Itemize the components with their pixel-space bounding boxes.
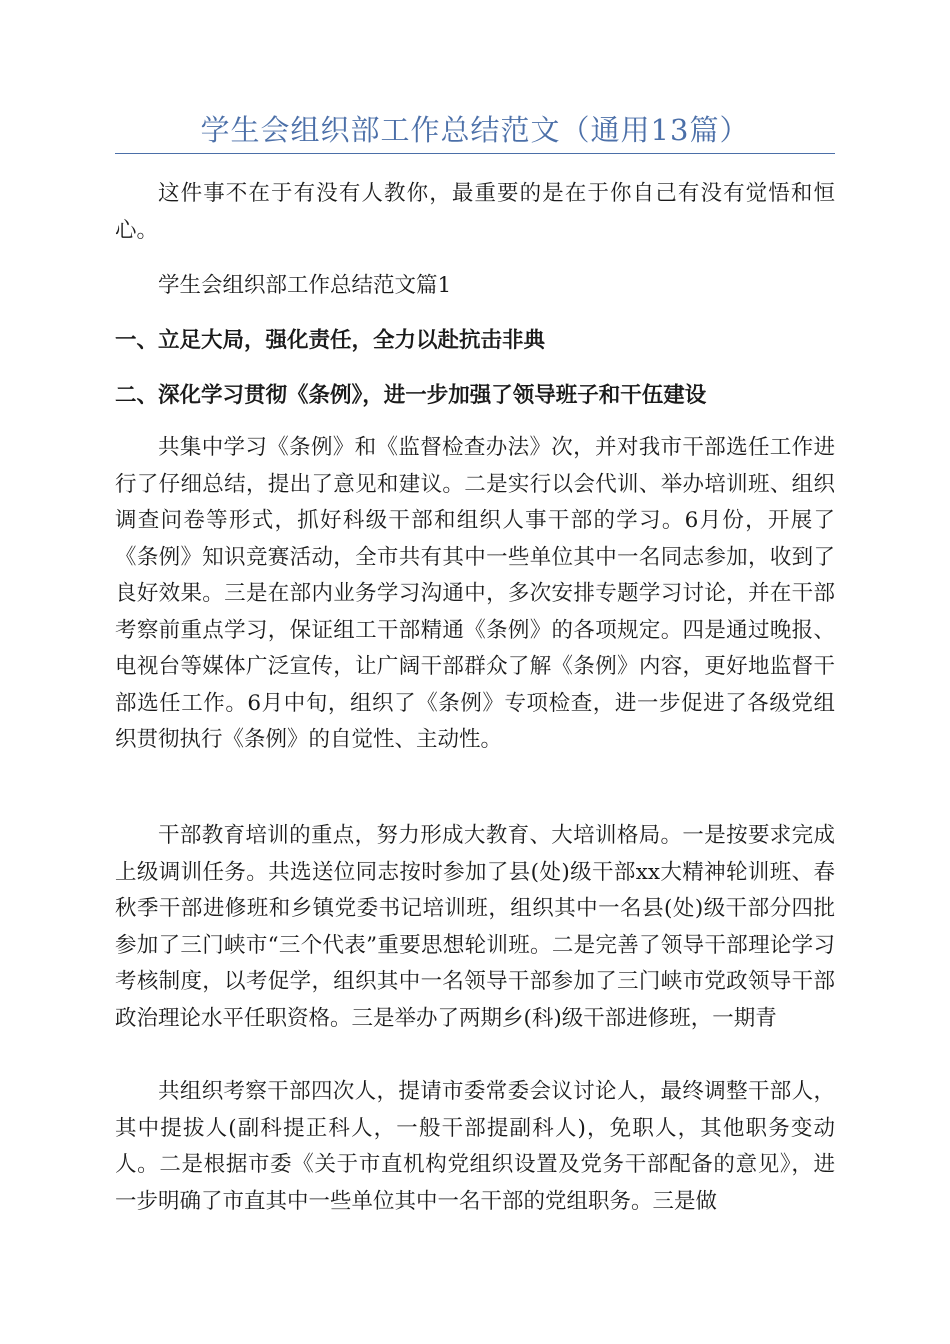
heading-2: 二、深化学习贯彻《条例》，进一步加强了领导班子和干伍建设 [115, 383, 707, 408]
body-paragraph-3: 共组织考察干部四次人，提请市委常委会议讨论人，最终调整干部人，其中提拔人(副科提正科人，一般干部提副科人)，免职人，其他职务变动人。二是根据市委《关于市直机构党组织设置及党务干部配备的意见》，进一步明确了市直其中一些单位其中一名干部的党组职务。三是做 [115, 1079, 835, 1214]
title-underline [115, 153, 835, 154]
intro-paragraph: 这件事不在于有没有人教你，最重要的是在于你自己有没有觉悟和恒心。 [115, 181, 835, 243]
body-paragraph-1: 共集中学习《条例》和《监督检查办法》次，并对我市干部选任工作进行了仔细总结，提出了意见和建议。二是实行以会代训、举办培训班、组织调查问卷等形式，抓好科级干部和组织人事干部的学习。6月份，开展了《条例》知识竞赛活动，全市共有其中一些单位其中一名同志参加，收到了良好效果。三是在部内业务学习沟通中，多次安排专题学习讨论，并在干部考察前重点学习，保证组工干部精通《条例》的各项规定。四是通过晚报、电视台等媒体广泛宣传，让广阔干部群众了解《条例》内容，更好地监督干部选任工作。6月中旬，组织了《条例》专项检查，进一步促进了各级党组织贯彻执行《条例》的自觉性、主动性。 [115, 435, 835, 752]
body-paragraph-2: 干部教育培训的重点，努力形成大教育、大培训格局。一是按要求完成上级调训任务。共选送位同志按时参加了县(处)级干部xx大精神轮训班、春秋季干部进修班和乡镇党委书记培训班，组织其中一名县(处)级干部分四批参加了三门峡市“三个代表”重要思想轮训班。二是完善了领导干部理论学习考核制度，以考促学，组织其中一名领导干部参加了三门峡市党政领导干部政治理论水平任职资格。三是举办了两期乡(科)级干部进修班，一期青 [115, 823, 835, 1031]
section-title: 学生会组织部工作总结范文篇1 [158, 273, 452, 298]
document-title: 学生会组织部工作总结范文（通用13篇） [200, 113, 750, 147]
heading-1: 一、立足大局，强化责任，全力以赴抗击非典 [115, 328, 546, 353]
